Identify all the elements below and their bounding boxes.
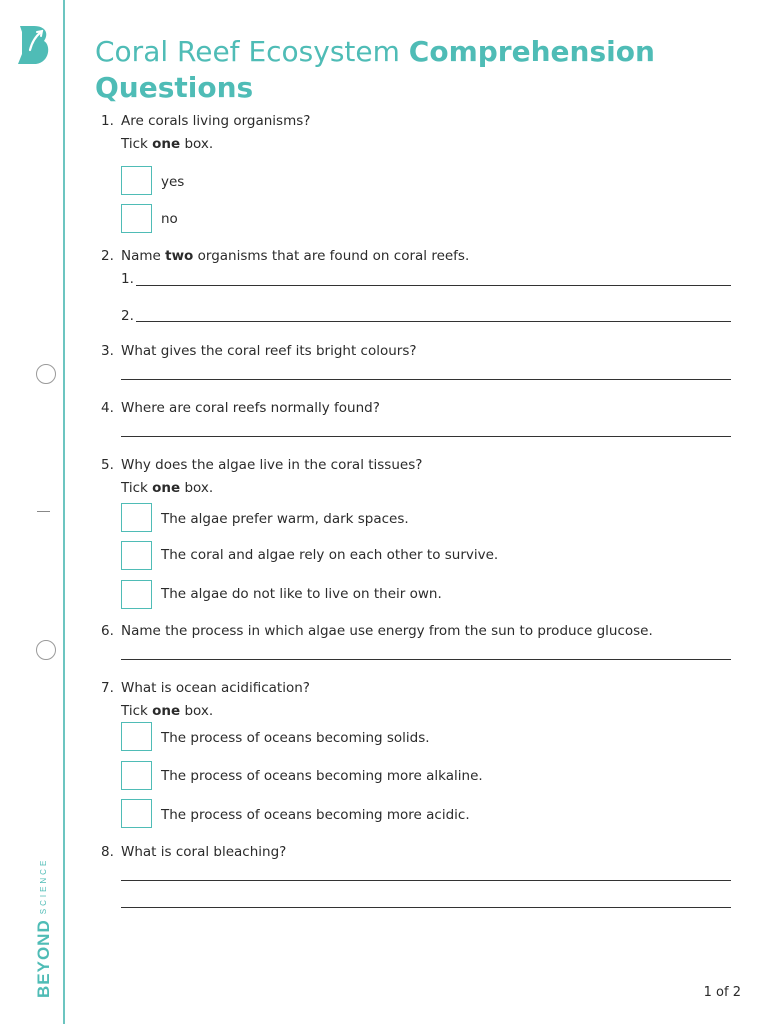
fold-mark bbox=[37, 511, 50, 512]
punch-hole-bottom bbox=[36, 640, 56, 660]
q1-number: 1. bbox=[101, 113, 114, 129]
q7-number: 7. bbox=[101, 680, 114, 696]
q2-text: Name two organisms that are found on coral reefs. bbox=[121, 248, 470, 264]
q3-number: 3. bbox=[101, 343, 114, 359]
q5-text: Why does the algae live in the coral tissues? bbox=[121, 457, 423, 473]
q7-checkbox-1[interactable] bbox=[121, 722, 152, 751]
q7-option-3: The process of oceans becoming more acidic. bbox=[161, 807, 470, 823]
q7-checkbox-3[interactable] bbox=[121, 799, 152, 828]
q2-answer-line-1[interactable] bbox=[136, 285, 731, 286]
q8-answer-line-2[interactable] bbox=[121, 907, 731, 908]
q4-number: 4. bbox=[101, 400, 114, 416]
q7-checkbox-2[interactable] bbox=[121, 761, 152, 790]
q1-option-yes: yes bbox=[161, 174, 185, 190]
brand-word-science: SCIENCE bbox=[39, 857, 48, 915]
q3-text: What gives the coral reef its bright colours? bbox=[121, 343, 417, 359]
title-light: Coral Reef Ecosystem bbox=[95, 35, 400, 68]
q8-number: 8. bbox=[101, 844, 114, 860]
q1-checkbox-no[interactable] bbox=[121, 204, 152, 233]
q4-text: Where are coral reefs normally found? bbox=[121, 400, 380, 416]
title-bold: Comprehension Questions bbox=[95, 35, 655, 104]
q5-checkbox-2[interactable] bbox=[121, 541, 152, 570]
q7-option-2: The process of oceans becoming more alkaline. bbox=[161, 768, 483, 784]
q6-answer-line[interactable] bbox=[121, 659, 731, 660]
brand-word-beyond: BEYOND bbox=[34, 919, 53, 998]
q2-number: 2. bbox=[101, 248, 114, 264]
q1-checkbox-yes[interactable] bbox=[121, 166, 152, 195]
q2-answer-line-2[interactable] bbox=[136, 321, 731, 322]
q6-text: Name the process in which algae use energy from the sun to produce glucose. bbox=[121, 623, 653, 639]
q7-text: What is ocean acidification? bbox=[121, 680, 310, 696]
margin-line bbox=[63, 0, 65, 1024]
page-number: 1 of 2 bbox=[703, 985, 741, 1000]
q7-option-1: The process of oceans becoming solids. bbox=[161, 730, 430, 746]
q4-answer-line[interactable] bbox=[121, 436, 731, 437]
q5-instruction: Tick one box. bbox=[121, 480, 214, 496]
beyond-b-logo-icon bbox=[16, 24, 52, 66]
q5-option-2: The coral and algae rely on each other to survive. bbox=[161, 547, 499, 563]
q5-number: 5. bbox=[101, 457, 114, 473]
q1-instruction: Tick one box. bbox=[121, 136, 214, 152]
q8-answer-line-1[interactable] bbox=[121, 880, 731, 881]
q1-option-no: no bbox=[161, 211, 178, 227]
punch-hole-top bbox=[36, 364, 56, 384]
q2-sub-number-2: 2. bbox=[121, 308, 134, 324]
brand-wordmark bbox=[34, 858, 54, 998]
q6-number: 6. bbox=[101, 623, 114, 639]
q7-instruction: Tick one box. bbox=[121, 703, 214, 719]
q5-checkbox-3[interactable] bbox=[121, 580, 152, 609]
q5-option-3: The algae do not like to live on their own. bbox=[161, 586, 442, 602]
page-title bbox=[95, 34, 715, 106]
q2-sub-number-1: 1. bbox=[121, 271, 134, 287]
q3-answer-line[interactable] bbox=[121, 379, 731, 380]
q1-text: Are corals living organisms? bbox=[121, 113, 311, 129]
q5-option-1: The algae prefer warm, dark spaces. bbox=[161, 511, 409, 527]
q8-text: What is coral bleaching? bbox=[121, 844, 287, 860]
q5-checkbox-1[interactable] bbox=[121, 503, 152, 532]
